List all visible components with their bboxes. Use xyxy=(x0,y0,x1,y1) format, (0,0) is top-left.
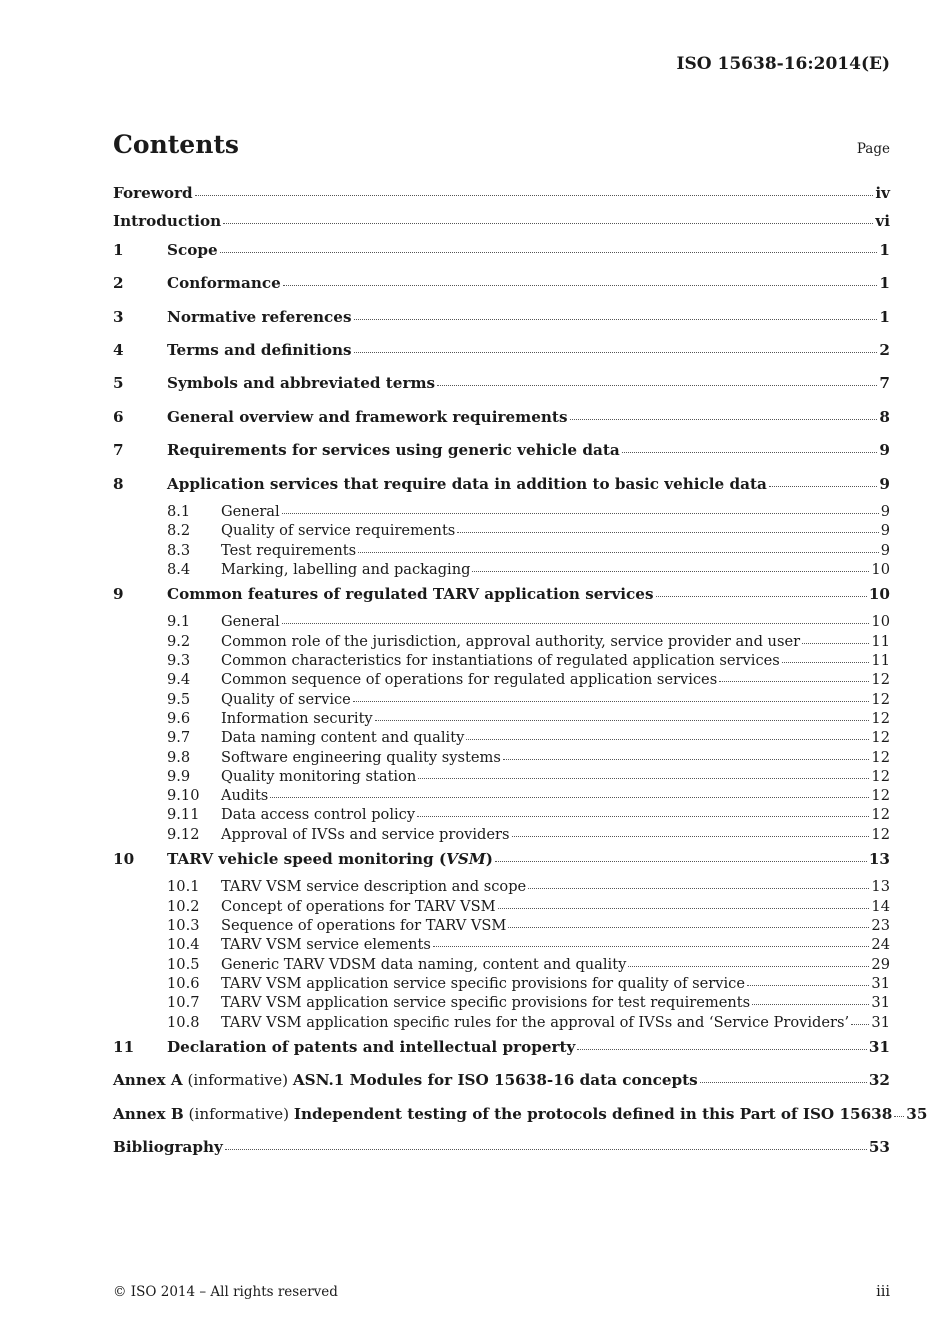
toc-entry-title xyxy=(167,408,568,426)
dot-leader xyxy=(747,984,869,986)
toc-entry-number: 3 xyxy=(113,307,124,326)
toc-entry-title-text: Information security xyxy=(221,709,373,727)
dot-leader xyxy=(472,570,869,572)
toc-entry[interactable] xyxy=(113,898,890,917)
toc-entry-title-text: Introduction xyxy=(113,212,222,231)
dot-leader xyxy=(270,796,869,798)
toc-entry-title xyxy=(221,522,455,539)
toc-entry-number: 10.1 xyxy=(167,878,200,896)
dot-leader xyxy=(354,318,878,320)
toc-entry[interactable] xyxy=(113,1104,928,1133)
toc-entry-page: 29 xyxy=(871,955,890,973)
toc-entry-title xyxy=(113,184,193,202)
dot-leader xyxy=(851,1023,869,1025)
dot-leader xyxy=(433,945,870,947)
toc-entry-title xyxy=(221,561,470,578)
toc-entry-title-text: TARV VSM application service specific provisions for test requirements xyxy=(221,994,751,1012)
dot-leader xyxy=(353,700,870,702)
toc-entry-title xyxy=(167,308,352,326)
toc-entry[interactable] xyxy=(113,806,890,825)
toc-entry-title-text: Quality of service requirements xyxy=(221,522,456,540)
toc-entry-number: 1 xyxy=(113,240,124,259)
toc-entry-number: 9.8 xyxy=(167,748,191,766)
toc-entry-title-text: Concept of operations for TARV VSM xyxy=(221,897,496,915)
toc-entry-title-text: Scope xyxy=(167,240,218,259)
toc-entry[interactable] xyxy=(113,212,890,240)
toc-entry-number: 10.3 xyxy=(167,917,200,935)
toc-entry-title xyxy=(221,503,280,520)
toc-entry-number: 9.2 xyxy=(167,632,191,650)
toc-entry-title xyxy=(221,994,750,1011)
toc-entry-title xyxy=(113,212,221,230)
toc-entry-title-suffix: ) xyxy=(485,850,493,869)
toc-entry-title xyxy=(221,787,268,804)
toc-entry-title xyxy=(167,475,767,493)
dot-leader xyxy=(802,642,869,644)
dot-leader xyxy=(495,860,867,862)
toc-entry-title-text: TARV VSM application specific rules for the approval of IVSs and ‘Service Providers’ xyxy=(221,1013,850,1031)
toc-entry-title-text: Marking, labelling and packaging xyxy=(221,560,471,578)
toc-entry-page: 12 xyxy=(871,690,890,708)
toc-entry-title-text: General overview and framework requirements xyxy=(167,407,568,426)
toc-entry-title-text: Declaration of patents and intellectual property xyxy=(167,1037,576,1056)
toc-entry-title xyxy=(221,671,717,688)
toc-entry-number: 10.8 xyxy=(167,1013,200,1031)
toc-entry-number: 7 xyxy=(113,441,124,460)
toc-entry-title xyxy=(167,441,620,459)
toc-entry-title-text: Data access control policy xyxy=(221,806,416,824)
toc-entry[interactable] xyxy=(113,994,890,1013)
toc-entry-title-text: Approval of IVSs and service providers xyxy=(221,825,510,843)
toc-entry-title xyxy=(221,956,626,973)
toc-entry[interactable] xyxy=(113,475,890,503)
toc-entry-title-italic: VSM xyxy=(446,850,486,869)
dot-leader xyxy=(577,1048,867,1050)
toc-entry[interactable] xyxy=(113,826,890,845)
toc-entry-number: 9.7 xyxy=(167,729,191,747)
toc-entry[interactable] xyxy=(113,308,890,336)
dot-leader xyxy=(282,622,870,624)
toc-entry[interactable] xyxy=(113,274,890,302)
dot-leader xyxy=(437,384,877,386)
dot-leader xyxy=(700,1081,867,1083)
dot-leader xyxy=(769,485,878,487)
toc-entry-number: 9.4 xyxy=(167,671,191,689)
toc-entry[interactable] xyxy=(113,542,890,561)
toc-entry-title-text: Conformance xyxy=(167,274,281,293)
toc-entry[interactable] xyxy=(113,613,890,632)
toc-entry-title xyxy=(167,274,281,292)
toc-entry-page: 1 xyxy=(879,307,890,326)
toc-entry-title xyxy=(221,652,780,669)
toc-entry-title xyxy=(113,1105,892,1123)
toc-entry-number: 9.10 xyxy=(167,787,200,805)
toc-entry[interactable] xyxy=(113,787,890,806)
toc-entry-page: 53 xyxy=(868,1137,890,1156)
dot-leader xyxy=(225,1148,867,1150)
toc-entry-number: 10.6 xyxy=(167,974,200,992)
toc-entry[interactable] xyxy=(113,749,890,768)
toc-entry-number: 8.4 xyxy=(167,560,191,578)
toc-entry-title xyxy=(167,341,352,359)
table-of-contents xyxy=(113,184,928,1166)
dot-leader xyxy=(628,965,869,967)
document-id: ISO 15638-16:2014(E) xyxy=(676,54,890,74)
dot-leader xyxy=(195,194,874,196)
toc-entry-page: 11 xyxy=(871,632,890,650)
toc-entry-title-text: Test requirements xyxy=(221,541,357,559)
toc-entry-number: 9.5 xyxy=(167,690,191,708)
toc-entry-page: 12 xyxy=(871,806,890,824)
toc-entry-title xyxy=(221,1014,849,1031)
toc-entry-title xyxy=(221,898,496,915)
toc-entry[interactable] xyxy=(113,408,890,436)
toc-entry-page: 12 xyxy=(871,825,890,843)
toc-entry-title xyxy=(113,1138,223,1156)
toc-entry[interactable] xyxy=(113,585,890,613)
toc-entry[interactable] xyxy=(113,710,890,729)
dot-leader xyxy=(512,835,870,837)
toc-entry-title-text: ASN.1 Modules for ISO 15638-16 data concepts xyxy=(292,1071,698,1090)
toc-entry-title xyxy=(167,374,435,392)
dot-leader xyxy=(719,680,869,682)
toc-entry-number: 8.1 xyxy=(167,502,191,520)
annex-note: (informative) xyxy=(183,1104,294,1123)
toc-entry-title-text: Software engineering quality systems xyxy=(221,748,501,766)
toc-entry-title xyxy=(221,936,431,953)
toc-entry-title xyxy=(221,917,506,934)
toc-entry-title-text: Generic TARV VDSM data naming, content and quality xyxy=(221,955,627,973)
toc-entry-page: 13 xyxy=(871,878,890,896)
annex-label: Annex A xyxy=(113,1071,183,1090)
toc-entry-number: 10.5 xyxy=(167,955,200,973)
toc-entry-title-text: Quality of service xyxy=(221,690,351,708)
dot-leader xyxy=(418,777,869,779)
dot-leader xyxy=(894,1115,904,1117)
toc-entry-page: 11 xyxy=(871,652,890,670)
toc-entry-title-text: General xyxy=(221,613,280,631)
toc-entry-number: 6 xyxy=(113,407,124,426)
toc-entry-title xyxy=(221,710,373,727)
toc-entry-page: iv xyxy=(875,184,890,202)
toc-entry[interactable] xyxy=(113,374,890,402)
toc-entry-title xyxy=(167,585,654,603)
toc-entry[interactable] xyxy=(113,729,890,748)
toc-entry-number: 8.3 xyxy=(167,541,191,559)
toc-entry-page: 9 xyxy=(880,541,890,559)
dot-leader xyxy=(223,222,873,224)
toc-entry-page: 35 xyxy=(906,1104,928,1123)
dot-leader xyxy=(358,551,879,553)
dot-leader xyxy=(375,719,870,721)
toc-entry-page: 12 xyxy=(871,729,890,747)
toc-entry[interactable] xyxy=(113,691,890,710)
toc-entry-number: 8 xyxy=(113,474,124,493)
toc-entry-page: 10 xyxy=(868,585,890,604)
dot-leader xyxy=(570,418,878,420)
toc-entry[interactable] xyxy=(113,768,890,787)
toc-entry-title xyxy=(221,975,745,992)
toc-entry-title-text: Sequence of operations for TARV VSM xyxy=(221,917,507,935)
dot-leader xyxy=(457,531,878,533)
dot-leader xyxy=(782,661,870,663)
toc-entry-page: 31 xyxy=(871,994,890,1012)
toc-entry-page: 7 xyxy=(879,374,890,393)
toc-entry-page: 32 xyxy=(868,1071,890,1090)
toc-entry-page: 9 xyxy=(879,474,890,493)
page-column-label: Page xyxy=(856,141,890,157)
toc-entry-number: 9.12 xyxy=(167,825,200,843)
toc-entry[interactable] xyxy=(113,441,890,469)
toc-entry[interactable] xyxy=(113,936,890,955)
toc-entry-number: 10.2 xyxy=(167,897,200,915)
toc-entry[interactable] xyxy=(113,652,890,671)
dot-leader xyxy=(220,251,878,253)
annex-note: (informative) xyxy=(182,1071,293,1090)
toc-entry[interactable] xyxy=(113,917,890,936)
toc-entry[interactable] xyxy=(113,341,890,369)
toc-entry-number: 9 xyxy=(113,585,124,604)
toc-entry-page: 14 xyxy=(871,897,890,915)
toc-entry-number: 10.4 xyxy=(167,936,200,954)
toc-entry[interactable] xyxy=(113,561,890,580)
toc-entry-page: 12 xyxy=(871,709,890,727)
toc-entry[interactable] xyxy=(113,503,890,522)
toc-entry[interactable] xyxy=(113,878,890,897)
page-title: Contents xyxy=(113,130,240,159)
toc-entry-page: 31 xyxy=(871,974,890,992)
toc-entry[interactable] xyxy=(113,975,890,994)
page-number: iii xyxy=(876,1284,890,1300)
toc-entry-title-text: TARV vehicle speed monitoring ( xyxy=(167,850,447,869)
toc-entry-title xyxy=(221,691,351,708)
toc-entry[interactable] xyxy=(113,1138,890,1166)
toc-entry[interactable] xyxy=(113,671,890,690)
dot-leader xyxy=(282,512,879,514)
toc-entry-page: 2 xyxy=(879,340,890,359)
toc-entry-number: 9.1 xyxy=(167,613,191,631)
toc-entry-title-text: Common sequence of operations for regulated application services xyxy=(221,671,718,689)
toc-entry-page: 23 xyxy=(871,917,890,935)
toc-entry-page: 31 xyxy=(871,1013,890,1031)
toc-entry-title-text: Common characteristics for instantiations of regulated application services xyxy=(221,652,780,670)
toc-entry-page: vi xyxy=(875,212,890,231)
toc-entry-title xyxy=(221,768,416,785)
toc-entry-page: 10 xyxy=(871,560,890,578)
toc-entry-page: 31 xyxy=(868,1037,890,1056)
dot-leader xyxy=(354,351,878,353)
toc-entry-title xyxy=(221,749,501,766)
toc-entry-title-text: TARV VSM application service specific provisions for quality of service xyxy=(221,974,745,992)
toc-entry-title xyxy=(221,729,464,746)
toc-entry-title-text: Normative references xyxy=(167,307,352,326)
toc-entry[interactable] xyxy=(113,850,890,878)
dot-leader xyxy=(466,738,869,740)
toc-entry-title-text: Symbols and abbreviated terms xyxy=(167,374,436,393)
toc-entry-title-text: Audits xyxy=(221,787,269,805)
copyright-notice: © ISO 2014 – All rights reserved xyxy=(113,1284,338,1300)
toc-entry[interactable] xyxy=(113,522,890,541)
toc-entry-page: 9 xyxy=(880,522,890,540)
toc-entry-number: 10.7 xyxy=(167,994,200,1012)
dot-leader xyxy=(417,815,869,817)
toc-entry-page: 8 xyxy=(879,407,890,426)
toc-entry-title xyxy=(113,1071,698,1089)
dot-leader xyxy=(283,284,878,286)
toc-entry[interactable] xyxy=(113,1014,890,1033)
toc-entry-number: 9.11 xyxy=(167,806,200,824)
toc-entry-title xyxy=(221,826,510,843)
toc-entry[interactable] xyxy=(113,956,890,975)
toc-entry-title-text: General xyxy=(221,502,280,520)
toc-entry-title-text: Requirements for services using generic vehicle data xyxy=(167,441,620,460)
toc-entry-page: 12 xyxy=(871,767,890,785)
toc-entry-page: 10 xyxy=(871,613,890,631)
toc-entry[interactable] xyxy=(113,1071,890,1099)
dot-leader xyxy=(508,926,869,928)
toc-entry-page: 9 xyxy=(879,441,890,460)
dot-leader xyxy=(622,451,878,453)
toc-entry-number: 11 xyxy=(113,1037,135,1056)
toc-entry-title xyxy=(221,613,280,630)
toc-entry-title-text: Application services that require data in addition to basic vehicle data xyxy=(167,474,767,493)
toc-entry-page: 12 xyxy=(871,787,890,805)
toc-entry-title xyxy=(167,241,218,259)
dot-leader xyxy=(503,758,870,760)
contents-heading-row xyxy=(113,130,890,159)
toc-entry-title-text: Data naming content and quality xyxy=(221,729,465,747)
toc-entry-number: 2 xyxy=(113,274,124,293)
toc-entry-number: 10 xyxy=(113,850,135,869)
toc-entry[interactable] xyxy=(113,184,890,212)
toc-entry-page: 13 xyxy=(868,850,890,869)
toc-entry[interactable] xyxy=(113,241,890,269)
toc-entry-title-text: TARV VSM service description and scope xyxy=(221,878,527,896)
toc-entry-title xyxy=(221,633,800,650)
dot-leader xyxy=(498,907,870,909)
toc-entry-title xyxy=(167,1038,575,1056)
toc-entry-page: 1 xyxy=(879,240,890,259)
toc-entry-number: 9.3 xyxy=(167,652,191,670)
toc-entry-page: 1 xyxy=(879,274,890,293)
toc-entry-title xyxy=(221,542,356,559)
toc-entry-number: 5 xyxy=(113,374,124,393)
toc-entry[interactable] xyxy=(113,633,890,652)
toc-entry-title xyxy=(167,850,493,868)
toc-entry-title xyxy=(221,806,415,823)
toc-entry-title-text: Common features of regulated TARV application services xyxy=(167,585,654,604)
toc-entry-number: 8.2 xyxy=(167,522,191,540)
toc-entry-title-text: Terms and definitions xyxy=(167,340,352,359)
dot-leader xyxy=(752,1003,869,1005)
toc-entry-title-text: Quality monitoring station xyxy=(221,767,417,785)
page-footer xyxy=(113,1284,890,1300)
toc-entry-number: 9.6 xyxy=(167,709,191,727)
toc-entry-title-text: TARV VSM service elements xyxy=(221,936,431,954)
toc-entry-number: 4 xyxy=(113,340,124,359)
toc-entry-number: 9.9 xyxy=(167,767,191,785)
toc-entry-page: 9 xyxy=(880,502,890,520)
dot-leader xyxy=(528,887,869,889)
toc-entry[interactable] xyxy=(113,1038,890,1066)
dot-leader xyxy=(656,595,867,597)
annex-label: Annex B xyxy=(113,1104,184,1123)
toc-entry-title xyxy=(221,878,526,895)
toc-entry-title-text: Independent testing of the protocols defined in this Part of ISO 15638 xyxy=(293,1104,893,1123)
toc-entry-title-text: Bibliography xyxy=(113,1137,223,1156)
toc-entry-title-text: Foreword xyxy=(113,184,193,202)
toc-entry-page: 12 xyxy=(871,671,890,689)
toc-entry-page: 24 xyxy=(871,936,890,954)
toc-entry-title-text: Common role of the jurisdiction, approval authority, service provider and user xyxy=(221,632,801,650)
toc-entry-page: 12 xyxy=(871,748,890,766)
